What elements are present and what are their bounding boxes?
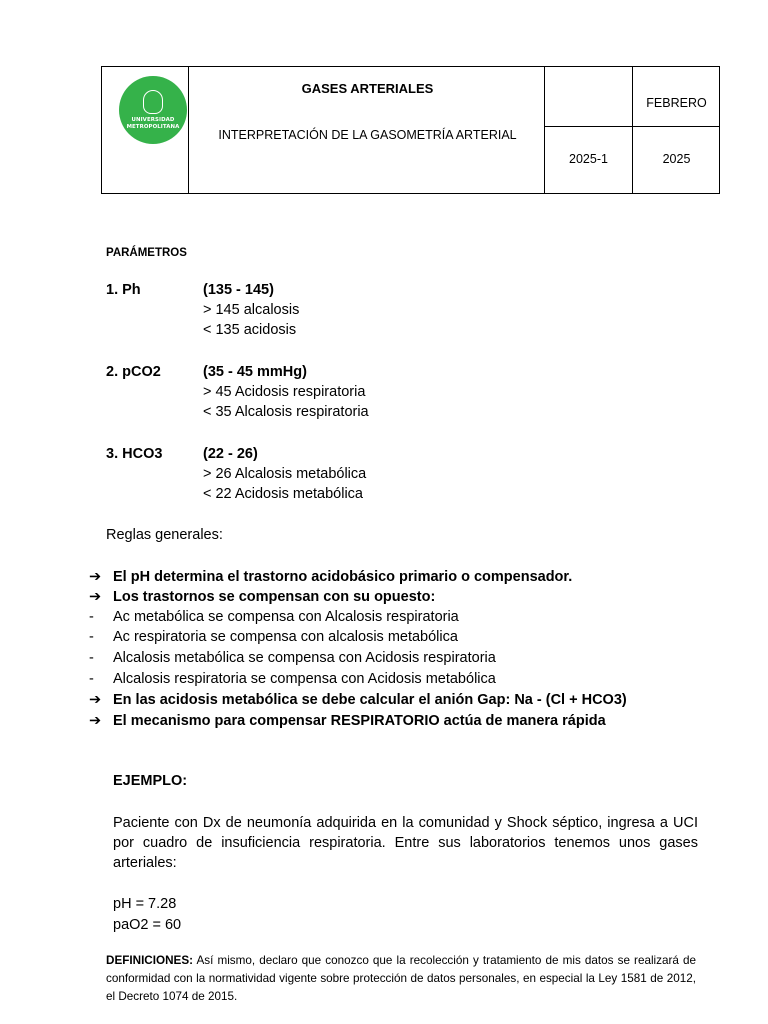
param-high: > 45 Acidosis respiratoria (203, 384, 366, 400)
header-subtitle: INTERPRETACIÓN DE LA GASOMETRÍA ARTERIAL (218, 128, 517, 142)
list-item: El pH determina el trastorno acidobásico primario o compensador. (113, 569, 573, 585)
list-item: Alcalosis metabólica se compensa con Acidosis respiratoria (113, 650, 496, 666)
footer-label: DEFINICIONES: (106, 954, 194, 967)
list-item: Los trastornos se compensan con su opuesto: (113, 589, 436, 605)
list-item: Alcalosis respiratoria se compensa con Acidosis metabólica (113, 671, 496, 687)
list-item: Ac respiratoria se compensa con alcalosis metabólica (113, 629, 458, 645)
university-logo (119, 76, 187, 144)
param-low: < 35 Alcalosis respiratoria (203, 404, 369, 420)
list-item: Ac metabólica se compensa con Alcalosis respiratoria (113, 609, 459, 625)
param-range: (35 - 45 mmHg) (203, 364, 307, 380)
arrow-icon: ➔ (89, 713, 102, 729)
crest-icon (143, 90, 163, 114)
param-name: 2. pCO2 (106, 364, 161, 380)
ejemplo-ph: pH = 7.28 (113, 896, 177, 912)
param-name: 1. Ph (106, 282, 141, 298)
reglas-title: Reglas generales: (106, 527, 223, 543)
ejemplo-pao2: paO2 = 60 (113, 917, 182, 933)
list-item: En las acidosis metabólica se debe calcular el anión Gap: Na - (Cl + HCO3) (113, 692, 627, 708)
arrow-icon: ➔ (89, 589, 102, 605)
dash-bullet: - (89, 671, 94, 687)
param-low: < 22 Acidosis metabólica (203, 486, 363, 502)
divider (632, 67, 633, 193)
param-high: > 26 Alcalosis metabólica (203, 466, 367, 482)
header-title: GASES ARTERIALES (301, 81, 434, 96)
divider (188, 67, 189, 193)
logo-text: UNIVERSIDAD METROPOLITANA (126, 117, 180, 130)
param-name: 3. HCO3 (106, 446, 163, 462)
document-header (101, 66, 720, 194)
param-range: (22 - 26) (203, 446, 258, 462)
ejemplo-title: EJEMPLO: (113, 773, 188, 789)
dash-bullet: - (89, 650, 94, 666)
arrow-icon: ➔ (89, 569, 102, 585)
param-range: (135 - 145) (203, 282, 274, 298)
header-year: 2025 (662, 152, 691, 166)
dash-bullet: - (89, 609, 94, 625)
param-high: > 145 alcalosis (203, 302, 300, 318)
param-low: < 135 acidosis (203, 322, 297, 338)
divider (544, 126, 720, 127)
footer-definiciones (106, 952, 696, 1006)
ejemplo-paragraph: Paciente con Dx de neumonía adquirida en la comunidad y Shock séptico, ingresa a UCI por cuadro de insuficiencia respiratoria. Entre sus laboratorios tenemos unos gases arteriales: (113, 815, 698, 871)
header-period: 2025-1 (569, 152, 608, 166)
header-month: FEBRERO (646, 96, 707, 110)
footer-text: Así mismo, declaro que conozco que la recolección y tratamiento de mis datos se realizará de conformidad con la normatividad vigente sobre protección de datos personales, en especial la Ley 1581 de 2012, el Decreto 1074 de 2015. (106, 954, 696, 1003)
arrow-icon: ➔ (89, 692, 102, 708)
dash-bullet: - (89, 629, 94, 645)
list-item: El mecanismo para compensar RESPIRATORIO actúa de manera rápida (113, 713, 606, 729)
parametros-title: PARÁMETROS (106, 247, 187, 259)
